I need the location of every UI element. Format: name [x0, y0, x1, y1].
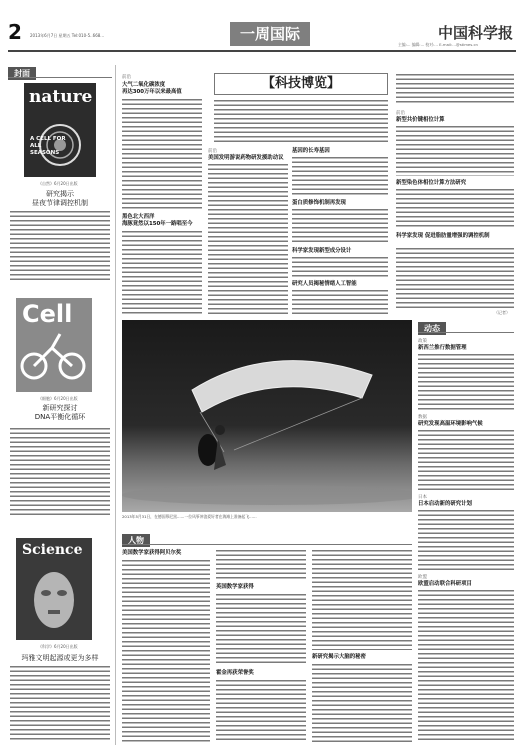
- nature-cover: [24, 83, 96, 177]
- circadian-clock-graphic: [24, 83, 96, 177]
- cover-section-tab: 封面: [8, 67, 36, 80]
- dongtai-headline-2: 研究发现高温环境影响气候: [418, 421, 483, 427]
- renwu-col2-body: [216, 594, 306, 666]
- bicycle-graphic: [16, 298, 92, 392]
- mid-headline-2: 蛋白质修饰机制再发现: [292, 200, 346, 206]
- renwu-tab-rule: [122, 544, 412, 545]
- mayan-mask-graphic: [16, 538, 92, 640]
- right-headline-2: 新型染色体相位计算方法研究: [396, 180, 467, 186]
- nature-article-title: 研究揭示 昼夜节律调控机制: [32, 190, 88, 207]
- science-article-title: 玛雅文明起源或更为多样: [21, 654, 99, 662]
- dongtai-tag-2: 数据: [418, 415, 427, 420]
- renwu-headline-3: 霍金再获荣誉奖: [216, 670, 254, 676]
- mid-body-1: [292, 157, 388, 197]
- cell-cover: [16, 298, 92, 392]
- renwu-headline-1: 美国数学家获得阿贝尔奖: [122, 550, 182, 556]
- mid-headline-4: 研究人员揭秘情绪人工智能: [292, 281, 357, 287]
- renwu-col1-body: [122, 560, 210, 742]
- dongtai-headline-4: 欧盟启动联合科研项目: [418, 581, 472, 587]
- mid-headline-1: 基因的长寿基因: [292, 148, 330, 154]
- science-caption: 《科学》6月20日出版: [38, 644, 78, 649]
- dongtai-headline-3: 日本启动新的研究计划: [418, 501, 472, 507]
- dongtai-tag-1: 政策: [418, 339, 427, 344]
- header-meta: 2013年6月7日 星期五 Tel:010-5..668...: [30, 33, 105, 38]
- top-left-headline-1: 大气二氧化碳浓度: [122, 82, 166, 88]
- kite-surfer-graphic: [122, 320, 412, 512]
- renwu-section-tab: 人物: [122, 534, 150, 547]
- renwu-col3-body-top: [312, 550, 412, 650]
- right-body-3: [396, 248, 514, 308]
- renwu-headline-4: 新研究揭示大脑的秘密: [312, 654, 366, 660]
- nature-article-body: [10, 211, 110, 281]
- right-headline-3: 科学家发现 促进脂肪量增强的调控机制: [396, 233, 490, 239]
- renwu-headline-2: 英国数学家获得: [216, 584, 254, 590]
- cell-article-title: 新研究探讨 DNA平衡化循环: [34, 404, 86, 421]
- top-left-headline-2: 再达300万年以来最高值: [122, 89, 182, 95]
- mid-body-3: [292, 257, 388, 277]
- top-left-headline-4: 海豚竟然以150年一路唱至今: [122, 221, 193, 227]
- science-cover: [16, 538, 92, 640]
- cell-masthead: Cell: [22, 300, 73, 328]
- right-top-body: [396, 74, 514, 104]
- mid-headline-3: 科学家发现新型成分设计: [292, 248, 352, 254]
- renwu-col2-body-2: [216, 680, 306, 742]
- right-note: （记者）: [494, 310, 510, 315]
- top-left-kicker: 前沿: [122, 75, 131, 80]
- banner-intro-body: [214, 100, 388, 142]
- renwu-col2-body-top: [216, 550, 306, 580]
- science-masthead: Science: [22, 542, 83, 558]
- right-body-2: [396, 189, 514, 229]
- section-banner: 一周国际: [230, 22, 310, 46]
- dongtai-section-tab: 动态: [418, 322, 446, 335]
- dongtai-body-2: [418, 430, 514, 490]
- tech-banner: 【科技博览】: [214, 73, 388, 95]
- renwu-col3-body: [312, 664, 412, 742]
- dongtai-body-3: [418, 510, 514, 570]
- top-left-body: [122, 99, 202, 211]
- nature-cover-headline: A CELL FOR ALL SEASONS: [30, 136, 66, 156]
- right-headline-1: 新型共价键相位计算: [396, 117, 445, 123]
- dongtai-tab-rule: [418, 332, 514, 333]
- brand-logo: 中国科学报: [438, 24, 514, 42]
- dongtai-body-1: [418, 354, 514, 410]
- dongtai-tag-3: 日本: [418, 495, 427, 500]
- cell-article-body: [10, 428, 110, 518]
- mid-body-4: [292, 290, 388, 316]
- sidebar-divider: [115, 65, 116, 745]
- top-center-body: [208, 164, 288, 314]
- header-rule: [8, 50, 516, 52]
- right-kicker: 前沿: [396, 111, 405, 116]
- top-center-headline: 美国发明游说药物研发援助动议: [208, 155, 284, 161]
- kite-photo: [122, 320, 412, 512]
- right-body-1: [396, 126, 514, 176]
- nature-masthead: nature: [29, 87, 93, 107]
- cell-caption: 《细胞》6月20日出版: [38, 396, 78, 401]
- dongtai-body-4: [418, 590, 514, 740]
- dongtai-headline-1: 新西兰推行数据管理: [418, 345, 467, 351]
- dongtai-tag-4: 欧盟: [418, 575, 427, 580]
- header-meta-right: 主编:... 编辑:... 校对:... E-mail:...@stimes.cn: [398, 42, 478, 47]
- cover-tab-rule: [8, 77, 112, 78]
- mid-body-2: [292, 209, 388, 245]
- page-number: 2: [8, 20, 22, 44]
- top-left-headline-3: 黑色北大西洋: [122, 214, 155, 220]
- nature-caption: 《自然》6月20日出版: [38, 181, 78, 186]
- top-left-body-2: [122, 231, 202, 315]
- photo-caption: 2013年5月31日，在德国慕尼黑……一位风筝冲浪爱好者在海滩上准备起飞……: [122, 514, 257, 519]
- science-article-body: [10, 666, 110, 742]
- top-center-kicker: 前沿: [208, 149, 217, 154]
